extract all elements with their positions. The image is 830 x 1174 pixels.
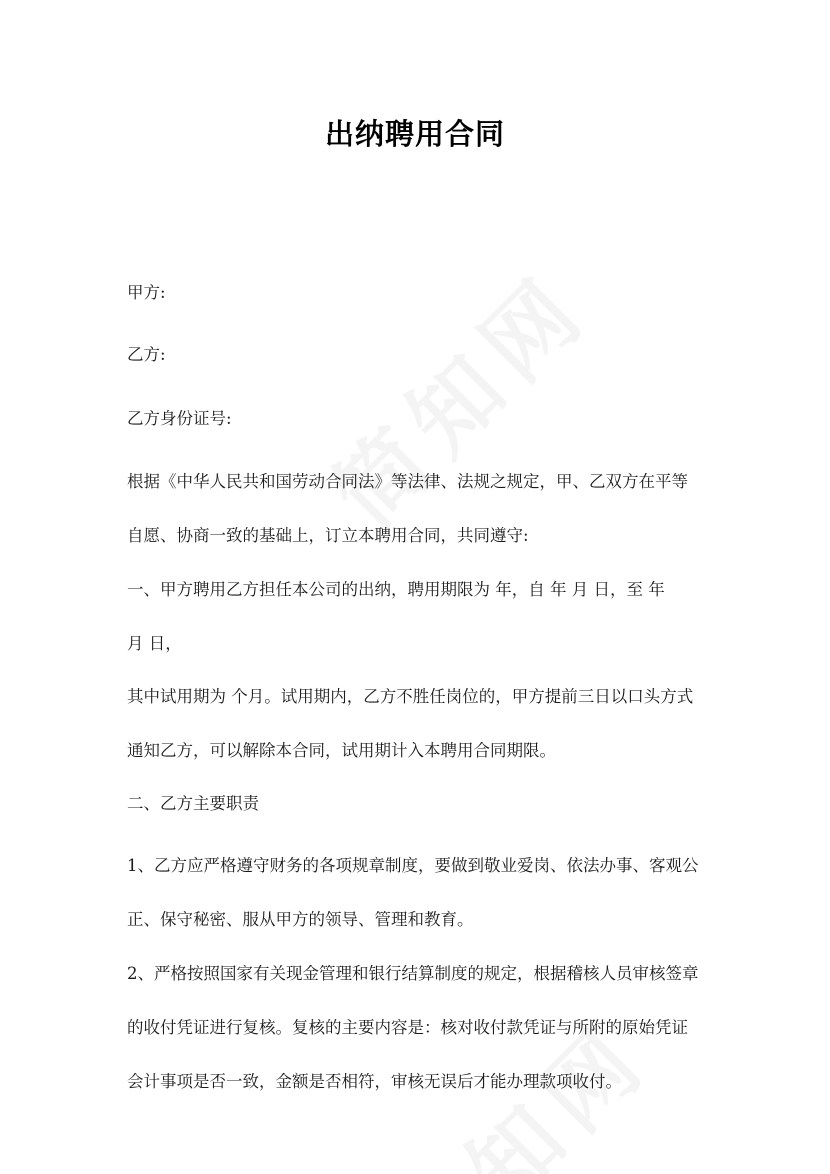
paragraph-line: 通知乙方，可以解除本合同，试用期计入本聘用合同期限。 [127,741,556,760]
paragraph-line: 甲方: [127,283,166,302]
paragraph-line: 月 日， [127,634,182,653]
paragraph-party-a [127,266,717,320]
paragraph-line: 自愿、协商一致的基础上，订立本聘用合同，共同遵守: [127,526,529,545]
paragraph-preamble [127,455,717,563]
paragraph-line: 一、甲方聘用乙方担任本公司的出纳，聘用期限为 年，自 年 月 日，至 年 [127,580,665,599]
paragraph-clause-2-item-1 [127,839,717,947]
paragraph-line: 根据《中华人民共和国劳动合同法》等法律、法规之规定，甲、乙双方在平等 [127,472,688,491]
paragraph-line: 乙方: [127,345,166,364]
paragraph-clause-2-item-2 [127,947,717,1109]
paragraph-line: 会计事项是否一致，金额是否相符，审核无误后才能办理款项收付。 [127,1072,622,1091]
paragraph-clause-1 [127,563,717,671]
paragraph-line: 1、乙方应严格遵守财务的各项规章制度，要做到敬业爱岗、依法办事、客观公 [127,856,699,875]
paragraph-party-b [127,328,717,382]
paragraph-line: 2、严格按照国家有关现金管理和银行结算制度的规定，根据稽核人员审核签章 [127,964,699,983]
paragraph-line: 正、保守秘密、服从甲方的领导、管理和教育。 [127,910,474,929]
paragraph-line: 乙方身份证号: [127,409,232,428]
paragraph-clause-1-probation [127,670,717,778]
paragraph-line: 的收付凭证进行复核。复核的主要内容是：核对收付款凭证与所附的原始凭证 [127,1018,688,1037]
paragraph-party-b-id [127,392,717,446]
paragraph-clause-2-heading [127,777,717,831]
document-title: 出纳聘用合同 [324,117,505,151]
paragraph-line: 其中试用期为 个月。试用期内，乙方不胜任岗位的，甲方提前三日以口头方式 [127,687,694,706]
paragraph-line: 二、乙方主要职责 [127,794,259,813]
